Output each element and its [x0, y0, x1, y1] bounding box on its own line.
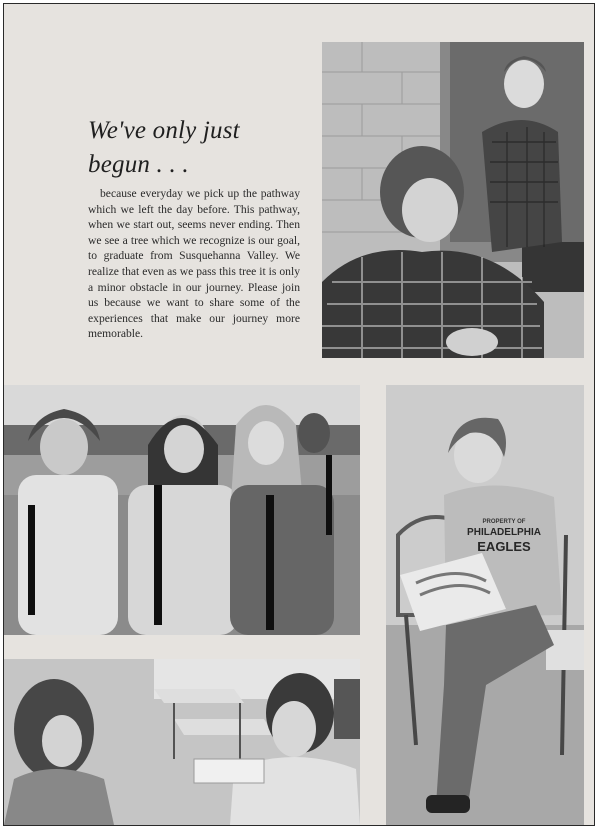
- headline-line-1: We've only just: [88, 117, 240, 144]
- intro-paragraph: [88, 186, 300, 342]
- intro-text-block: [88, 114, 300, 342]
- intro-paragraph-text: because everyday we pick up the pathway which we left the day before. This pathway, when we start out, seems never ending. Then we see a tree which we recognize is our goal, to graduate from Susquehanna Valley. We realize that even as we pass this tree it is only a minor obstacle in our journey. Please join us because we want to share some of the experiences that make our journey more memorable.: [88, 187, 300, 341]
- photo-student-reading-eagles-shirt: [386, 385, 584, 825]
- shirt-text-line-2: PHILADELPHIA: [467, 527, 541, 538]
- shirt-text-line-1: PROPERTY OF: [482, 519, 526, 525]
- photo-students-by-window: [322, 42, 584, 358]
- headline-line-2: begun . . .: [88, 151, 189, 178]
- photo-classroom-students: [4, 659, 360, 825]
- page-headline: [88, 114, 300, 182]
- photo-band-students-clarinets: [4, 385, 360, 635]
- shirt-text-line-3: EAGLES: [477, 539, 531, 554]
- yearbook-page: [3, 3, 595, 826]
